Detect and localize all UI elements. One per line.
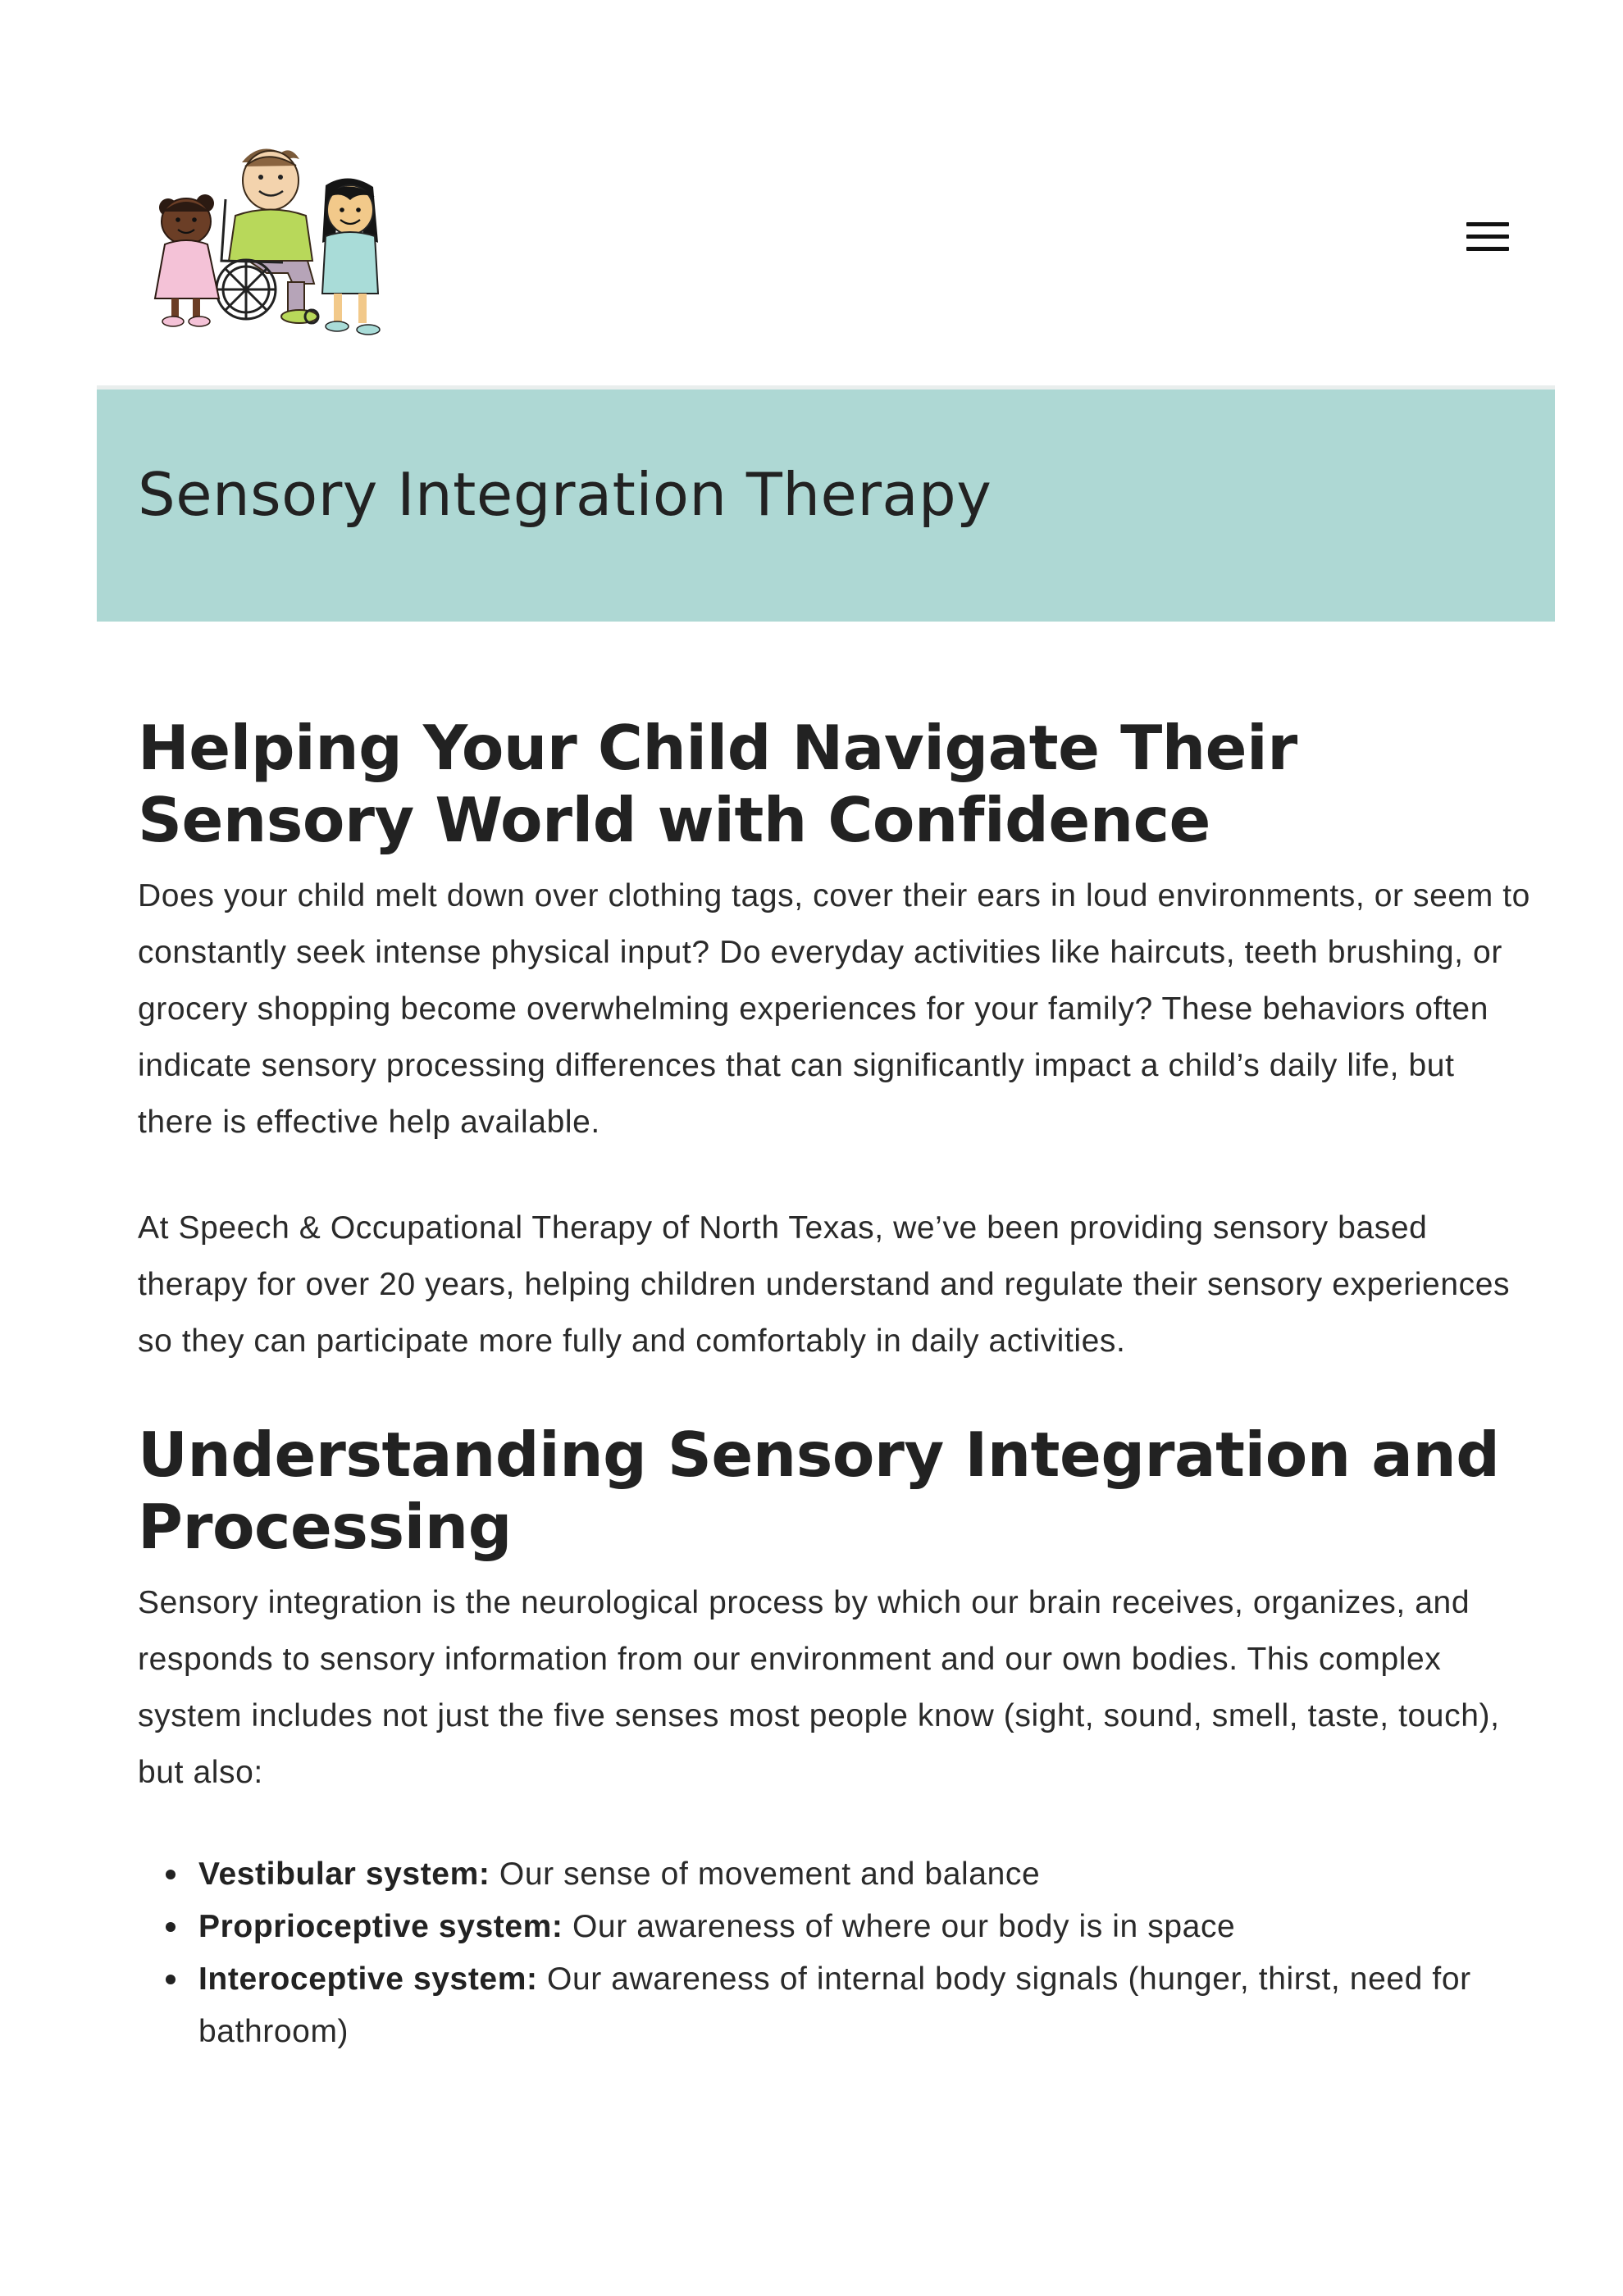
list-item-description: Our sense of movement and balance bbox=[490, 1856, 1041, 1892]
girl-right-figure bbox=[322, 178, 380, 335]
list-item-description: Our awareness of internal body signals (hunger, thirst, need for bathroom) bbox=[198, 1961, 1471, 2049]
site-logo[interactable] bbox=[144, 138, 406, 347]
experience-paragraph: At Speech & Occupational Therapy of North Texas, we’ve been providing sensory based therapy for over 20 years, helping children understand and regulate their sensory experiences so they can participate more fully and comfortably in daily activities. bbox=[138, 1210, 1511, 1359]
section-heading-understanding: Understanding Sensory Integration and Processing bbox=[138, 1419, 1500, 1563]
boy-figure bbox=[229, 149, 317, 323]
list-item-term: Proprioceptive system: bbox=[198, 1909, 563, 1944]
main-content bbox=[138, 712, 1532, 2058]
menu-bar-bottom bbox=[1466, 247, 1509, 251]
page-title: Sensory Integration Therapy bbox=[138, 460, 992, 529]
site-header bbox=[0, 0, 1623, 385]
girl-left-figure bbox=[155, 194, 219, 326]
list-item-description: Our awareness of where our body is in space bbox=[563, 1909, 1236, 1944]
list-item-proprioceptive bbox=[198, 1901, 1532, 1953]
menu-bar-top bbox=[1466, 222, 1509, 226]
list-item-term: Vestibular system: bbox=[198, 1856, 490, 1892]
page-title-banner bbox=[97, 390, 1555, 622]
children-logo-illustration bbox=[144, 138, 406, 347]
list-item-interoceptive bbox=[198, 1953, 1532, 2058]
list-item-term: Interoceptive system: bbox=[198, 1961, 538, 1997]
sensory-systems-list bbox=[138, 1848, 1532, 2058]
intro-paragraph: Does your child melt down over clothing tags, cover their ears in loud environments, or seem to constantly seek intense physical input? Do everyday activities like haircuts, teeth brushing, or grocery shopping become overwhelming experiences for your family? These behaviors often indicate sensory processing differences that can significantly impact a child’s daily life, but there is effective help available. bbox=[138, 878, 1530, 1140]
list-item-vestibular bbox=[198, 1848, 1532, 1901]
section-heading-helping: Helping Your Child Navigate Their Sensory World with Confidence bbox=[138, 712, 1297, 856]
sensory-integration-paragraph: Sensory integration is the neurological process by which our brain receives, organizes, and responds to sensory information from our environment and our own bodies. This complex system includes not just the five senses most people know (sight, sound, smell, taste, touch), but also: bbox=[138, 1585, 1500, 1790]
menu-bar-middle bbox=[1466, 235, 1509, 239]
hamburger-menu-icon[interactable] bbox=[1466, 215, 1512, 257]
